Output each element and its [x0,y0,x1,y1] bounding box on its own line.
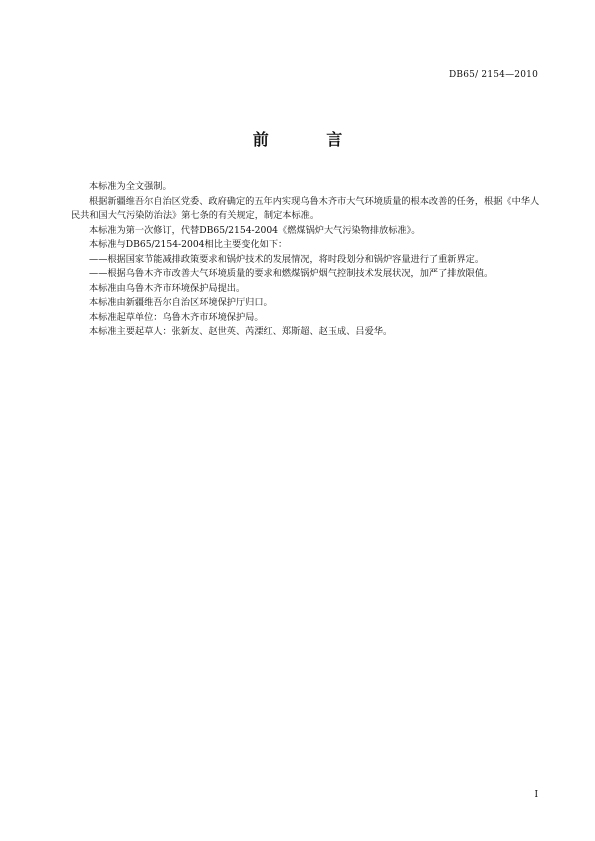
paragraph-changes-intro: 本标准与DB65/2154-2004相比主要变化如下： [89,239,288,250]
paragraph-drafting-unit: 本标准起草单位：乌鲁木齐市环境保护局。 [89,311,264,323]
document-code: DB65/ 2154—2010 [449,70,538,80]
page-number: I [534,790,538,800]
foreword-body [71,180,542,340]
paragraph-drafters: 本标准主要起草人：张新友、赵世英、芮溧红、郑斯超、赵玉成、吕爱华。 [89,326,393,337]
paragraph-administrator: 本标准由新疆维吾尔自治区环境保护厅归口。 [89,297,273,308]
paragraph-proposer: 本标准由乌鲁木齐市环境保护局提出。 [89,282,246,294]
paragraph-change-2: ——根据乌鲁木齐市改善大气环境质量的要求和燃煤锅炉烟气控制技术发展状况，加严了排放限值。 [89,268,494,279]
paragraph-mandatory: 本标准为全文强制。 [89,181,172,192]
paragraph-revision: 本标准为第一次修订，代替DB65/2154-2004《燃煤锅炉大气污染物排放标准》。 [89,224,421,236]
paragraph-change-1: ——根据国家节能减排政策要求和锅炉技术的发展情况，将时段划分和锅炉容量进行了重新界定。 [89,253,485,265]
paragraph-basis: 根据新疆维吾尔自治区党委、政府确定的五年内实现乌鲁木齐市大气环境质量的根本改善的任务，根据《中华人民共和国大气污染防治法》第七条的有关规定，制定本标准。 [71,195,540,221]
page-title: 前 言 [252,130,369,149]
